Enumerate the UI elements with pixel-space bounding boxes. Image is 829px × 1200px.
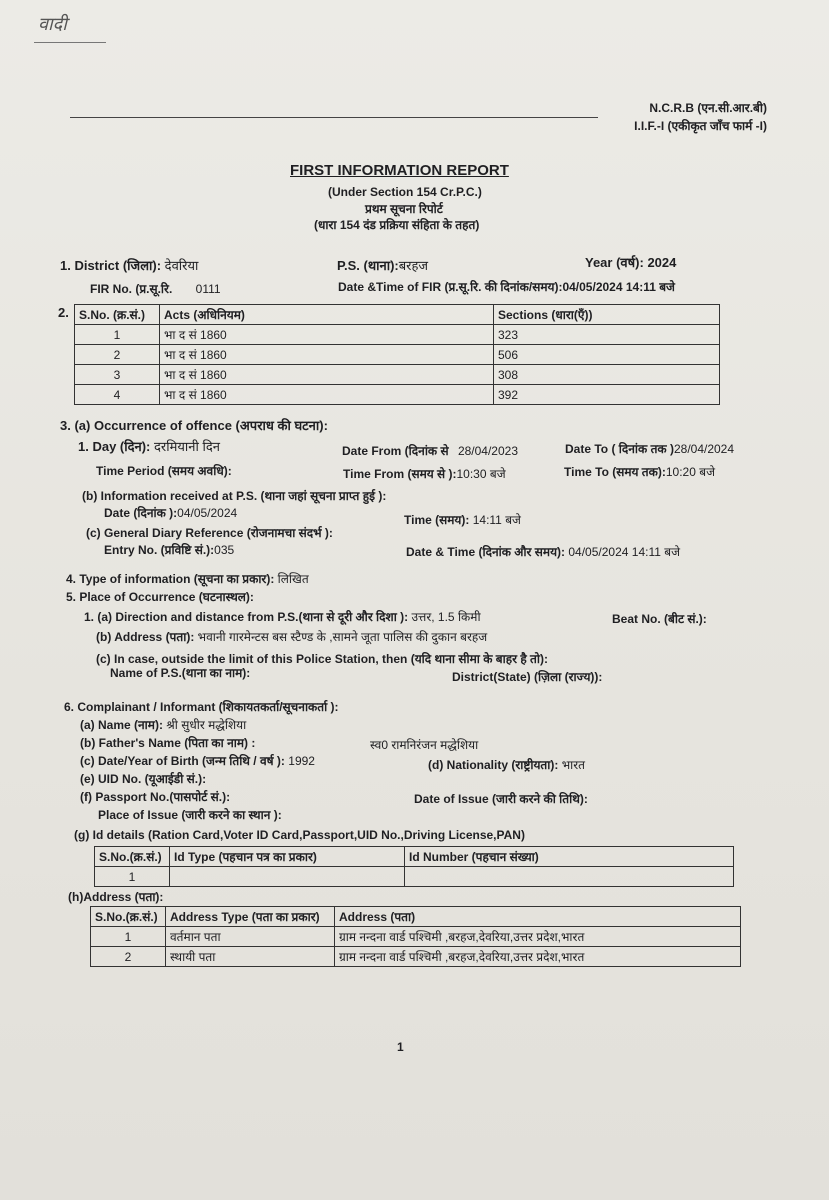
id-details-label: (g) Id details (Ration Card,Voter ID Card,Passport,UID No.,Driving License,PAN) [74,828,525,842]
act-sno: 1 [75,325,160,345]
year-row [585,253,676,271]
ps-row [337,256,428,274]
place-address-row [96,628,487,645]
dob-value: 1992 [288,754,315,768]
acts-header-section: Sections (धारा(एँ)) [494,305,720,325]
fir-label: FIR No. (प्र.सू.रि. [90,282,173,296]
subtitle-hindi-section: (धारा 154 दंड प्रक्रिया संहिता के तहत) [314,218,480,232]
dob-label: (c) Date/Year of Birth (जन्म तिथि / वर्ष ): [80,754,285,768]
district-state-label: District(State) (ज़िला (राज्य)): [452,670,603,684]
subtitle-section: (Under Section 154 Cr.P.C.) [328,185,482,199]
address-value: ग्राम नन्दना वार्ड पश्चिमी ,बरहज,देवरिया,उत्तर प्रदेश,भारत [335,947,741,967]
table-row [95,867,734,887]
time-to-row [564,463,715,480]
act-section: 308 [494,365,720,385]
nationality-row [428,756,585,773]
address-section-label: (h)Address (पता): [68,890,164,904]
nationality-label: (d) Nationality (राष्ट्रीयता): [428,758,559,772]
time-from-row [343,465,506,482]
header-rule [70,117,598,118]
id-header-sno: S.No.(क्र.सं.) [95,847,170,867]
gd-datetime-label: Date & Time (दिनांक और समय): [406,545,566,559]
time-to-label: Time To (समय तक): [564,465,666,479]
id-number [405,867,734,887]
address-type: वर्तमान पता [166,927,335,947]
father-label: (b) Father's Name (पिता का नाम) : [80,736,256,750]
act-name: भा द सं 1860 [160,365,494,385]
act-section: 506 [494,345,720,365]
passport-label: (f) Passport No.(पासपोर्ट सं.): [80,790,231,804]
id-sno: 1 [95,867,170,887]
address-type: स्थायी पता [166,947,335,967]
table-row [75,385,720,405]
entry-label: Entry No. (प्रविष्टि सं.): [104,543,215,557]
id-table [94,846,734,887]
act-name: भा द सं 1860 [160,345,494,365]
fir-datetime-value: 04/05/2024 14:11 बजे [562,280,675,294]
acts-header-row [75,305,720,325]
address-sno: 2 [91,947,166,967]
beat-label: Beat No. (बीट सं.): [612,612,707,626]
ncrb-line2: I.I.F.-I (एकीकृत जाँच फार्म -I) [634,119,767,133]
corner-handwriting: वादी [38,14,67,35]
ps-value: बरहज [398,258,429,273]
act-name: भा द सं 1860 [160,325,494,345]
id-header-row [95,847,734,867]
father-value: स्व0 रामनिरंजन मद्धेशिया [370,738,479,752]
table-row [91,927,741,947]
info-time-label: Time (समय): [404,513,470,527]
address-table [90,906,741,967]
ps-label: P.S. (थाना): [337,258,399,273]
info-date-value: 04/05/2024 [177,506,238,520]
issue-date-label: Date of Issue (जारी करने की तिथि): [414,792,588,806]
time-from-value: 10:30 बजे [456,467,506,481]
act-sno: 4 [75,385,160,405]
complainant-label: 6. Complainant / Informant (शिकायतकर्ता/सूचनाकर्ता ): [64,700,339,714]
year-value: 2024 [647,255,677,270]
address-header-sno: S.No.(क्र.सं.) [91,907,166,927]
district-row [60,256,198,274]
address-header-type: Address Type (पता का प्रकार) [166,907,335,927]
gd-datetime-value: 04/05/2024 14:11 बजे [568,545,680,559]
entry-row [104,541,234,558]
act-sno: 3 [75,365,160,385]
date-from-row [342,442,518,459]
id-header-type: Id Type (पहचान पत्र का प्रकार) [170,847,405,867]
info-time-value: 14:11 बजे [472,513,521,527]
table-row [75,325,720,345]
act-section: 323 [494,325,720,345]
year-label: Year (वर्ष): [585,255,644,270]
table-row [91,947,741,967]
dob-row [80,752,315,769]
outside-limit-label: (c) In case, outside the limit of this Police Station, then (यदि थाना सीमा के बाहर है तो): [96,652,548,666]
address-header-address: Address (पता) [335,907,741,927]
name-row [80,716,246,733]
nationality-value: भारत [561,758,586,772]
name-value: श्री सुधीर मद्धेशिया [166,718,247,732]
page-number: 1 [397,1040,404,1054]
place-issue-label: Place of Issue (जारी करने का स्थान ): [98,808,282,822]
gd-datetime-row [406,543,680,560]
time-from-label: Time From (समय से ): [343,467,457,481]
act-name: भा द सं 1860 [160,385,494,405]
day-row [78,437,220,455]
address-header-row [91,907,741,927]
direction-row [84,608,481,625]
info-date-row [104,504,237,521]
acts-header-sno: S.No. (क्र.सं.) [75,305,160,325]
district-label: 1. District (जिला): [60,258,162,273]
entry-value: 035 [214,543,235,557]
uid-label: (e) UID No. (यूआईडी सं.): [80,772,207,786]
day-label: 1. Day (दिन): [78,439,151,454]
fir-datetime-label: Date &Time of FIR (प्र.सू.रि. की दिनांक/समय): [338,280,563,294]
info-type-row [66,570,309,587]
fir-value: 0111 [195,282,221,296]
address-value: ग्राम नन्दना वार्ड पश्चिमी ,बरहज,देवरिया,उत्तर प्रदेश,भारत [335,927,741,947]
occurrence-heading: 3. (a) Occurrence of offence (अपराध की घटना): [60,418,328,433]
address-sno: 1 [91,927,166,947]
table-row [75,365,720,385]
info-time-row [404,511,521,528]
acts-table [74,304,720,405]
place-label: 5. Place of Occurrence (घटनास्थल): [66,590,254,604]
date-to-label: Date To ( दिनांक तक ) [565,442,674,456]
date-to-value: 28/04/2024 [673,442,735,456]
ps-name-label: Name of P.S.(थाना का नाम): [110,666,251,680]
table-row [75,345,720,365]
fir-datetime-row [338,278,675,295]
ncrb-line1: N.C.R.B (एन.सी.आर.बी) [649,101,767,115]
place-address-label: (b) Address (पता): [96,630,195,644]
day-value: दरमियानी दिन [154,439,220,454]
fir-row [90,280,221,297]
time-to-value: 10:20 बजे [665,465,715,479]
direction-value: उत्तर, 1.5 किमी [411,610,481,624]
name-label: (a) Name (नाम): [80,718,163,732]
date-from-value: 28/04/2023 [457,444,518,458]
info-date-label: Date (दिनांक ): [104,506,178,520]
gd-reference-label: (c) General Diary Reference (रोजनामचा संदर्भ ): [86,526,333,540]
place-address-value: भवानी गारमेन्टस बस स्टैण्ड के ,सामने जूता पालिस की दुकान बरहज [197,630,488,644]
date-to-row [565,440,734,457]
act-section: 392 [494,385,720,405]
date-from-label: Date From (दिनांक से [342,444,449,458]
subtitle-hindi: प्रथम सूचना रिपोर्ट [365,202,443,216]
info-type-value: लिखित [277,572,309,586]
id-header-number: Id Number (पहचान संख्या) [405,847,734,867]
acts-header-act: Acts (अधिनियम) [160,305,494,325]
time-period-label: Time Period (समय अवधि): [96,464,232,478]
info-received-label: (b) Information received at P.S. (थाना जहां सूचना प्राप्त हुई ): [82,489,387,503]
handwriting-underline [34,42,106,43]
id-type [170,867,405,887]
page-title: FIRST INFORMATION REPORT [290,162,509,179]
info-type-label: 4. Type of information (सूचना का प्रकार): [66,572,275,586]
district-value: देवरिया [164,258,199,273]
acts-number: 2. [58,305,69,320]
direction-label: 1. (a) Direction and distance from P.S.(थाना से दूरी और दिशा ): [84,610,409,624]
act-sno: 2 [75,345,160,365]
